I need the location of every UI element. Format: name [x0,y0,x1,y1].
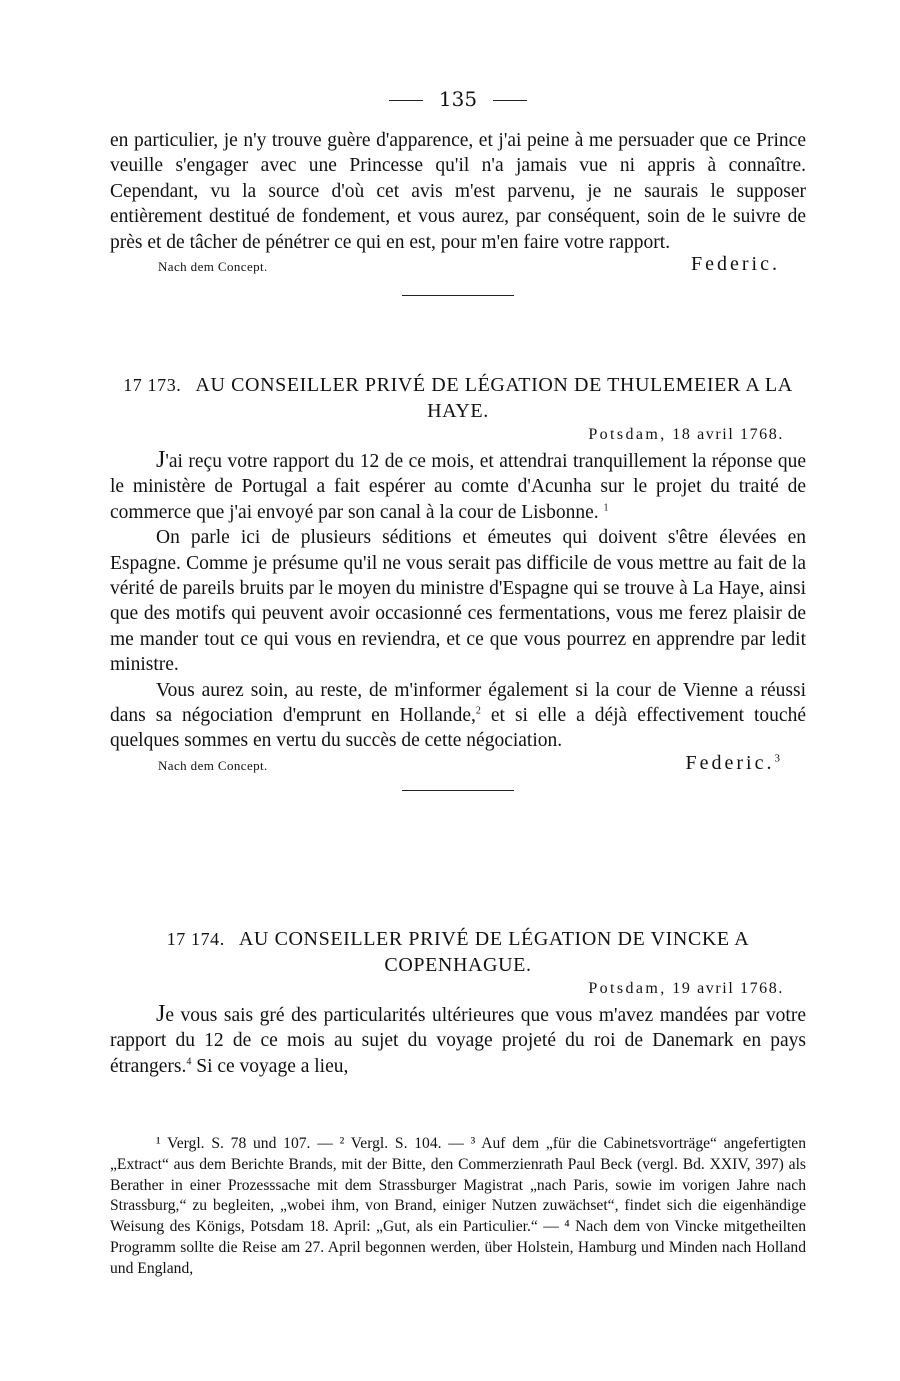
footnote-ref: 2 [475,705,481,717]
paragraph-text: e vous sais gré des particularités ultérieures que vous m'avez mandées par votre rapport du 12 de ce mois au sujet du voyage projeté du roi de Danemark en pays étrangers. [110,1005,806,1077]
section-divider [402,295,514,296]
dateline-date: 18 avril 1768. [672,426,784,443]
continuation-signature-line [110,255,806,281]
signature: Federic. [691,253,780,276]
paragraph-1 [110,448,806,525]
dateline [110,426,806,444]
dateline [110,980,806,998]
page-header [110,86,806,112]
footnote-text: ¹ Vergl. S. 78 und 107. — ² Vergl. S. 104. — ³ Auf dem „für die Cabinetsvorträge“ angefertigten „Extract“ aus dem Berichte Brands, mit der Bitte, den Commerzienrath Paul Beck (vergl. Bd. XXIV, 397) als Berather in einer Prozesssache mit dem Strassburger Magistrat „nach Paris, sowie im vorigen Jahre nach Strassburg,“ zu begleiten, „wobei ihm, von Brand, einiger Nutzen zuwächset“, findet sich die eigenhändige Weisung des Königs, Potsdam 18. April: „Gut, als ein Particulier.“ — ⁴ Nach dem von Vincke mitgetheilten Programm sollte die Reise am 27. April begonnen werden, über Holstein, Hamburg und Minden nach Holland und England, [110,1135,806,1277]
paragraph-text: et si elle a déjà effectivement touché quelques sommes en vertu du succès de cette négociation. [110,705,806,752]
paragraph-text: Si ce voyage a lieu, [191,1055,349,1077]
header-dash-right [493,100,527,101]
document-heading [110,926,806,978]
document-number: 17 173. [123,375,182,395]
signature-line [110,751,806,780]
document-title: AU CONSEILLER PRIVÉ DE LÉGATION DE VINCKE A COPENHAGUE. [238,928,750,976]
concept-note: Nach dem Concept. [158,259,268,275]
footnote-ref: 4 [186,1056,192,1068]
paragraph-1 [110,1002,806,1079]
initial-letter: J [156,447,166,473]
section-divider [402,790,514,791]
continuation-section [110,128,806,296]
footnotes [110,1134,806,1280]
concept-note: Nach dem Concept. [158,757,268,773]
paragraph-text: 'ai reçu votre rapport du 12 de ce mois, et attendrai tranquillement la réponse que le ministère de Portugal a fait espérer au comte d'Acunha sur le projet du traité de commerce que j'ai envoyé par son canal à la cour de Lisbonne. [110,451,806,523]
header-dash-left [389,100,423,101]
document-heading [110,372,806,424]
dateline-place: Potsdam, [588,426,667,443]
signature [686,752,780,775]
dateline-place: Potsdam, [588,980,667,997]
document-number: 17 174. [166,929,225,949]
paragraph-2: On parle ici de plusieurs séditions et émeutes qui doivent s'être élevées en Espagne. Comme je présume qu'il ne vous serait pas difficile de vous mettre au fait de la vérité de pareils bruits par le moyen du ministre d'Espagne qui se trouve à La Haye, ainsi que des motifs qui peuvent avoir occasionné ces fermentations, vous me ferez plaisir de me mander tout ce qui vous en reviendra, et ce que vous pourrez en apprendre par ledit ministre. [110,527,806,676]
continuation-paragraph: en particulier, je n'y trouve guère d'apparence, et j'ai peine à me persuader que ce Prince veuille s'engager avec une Princesse qu'il n'a jamais vue ni appris à connaître. Cependant, vu la source d'où cet avis m'est parvenu, je ne saurais le supposer entièrement destitué de fondement, et vous aurez, par conséquent, soin de le suivre de près et de tâcher de pénétrer ce qui en est, pour m'en faire votre rapport. [110,130,806,253]
signature-text: Federic. [685,751,775,774]
document-17174 [110,926,806,1079]
dateline-date: 19 avril 1768. [672,980,784,997]
document-title: AU CONSEILLER PRIVÉ DE LÉGATION DE THULEMEIER A LA HAYE. [195,374,793,422]
page-number: 135 [438,87,478,111]
paragraph-3 [110,678,806,754]
footnote-ref: 1 [603,502,609,514]
footnote-ref: 3 [774,752,780,765]
paragraph-text: Vous aurez soin, au reste, de m'informer également si la cour de Vienne a réussi dans sa négociation d'emprunt en Hollande, [110,679,806,727]
document-17173 [110,372,806,791]
initial-letter: J [156,1001,166,1027]
